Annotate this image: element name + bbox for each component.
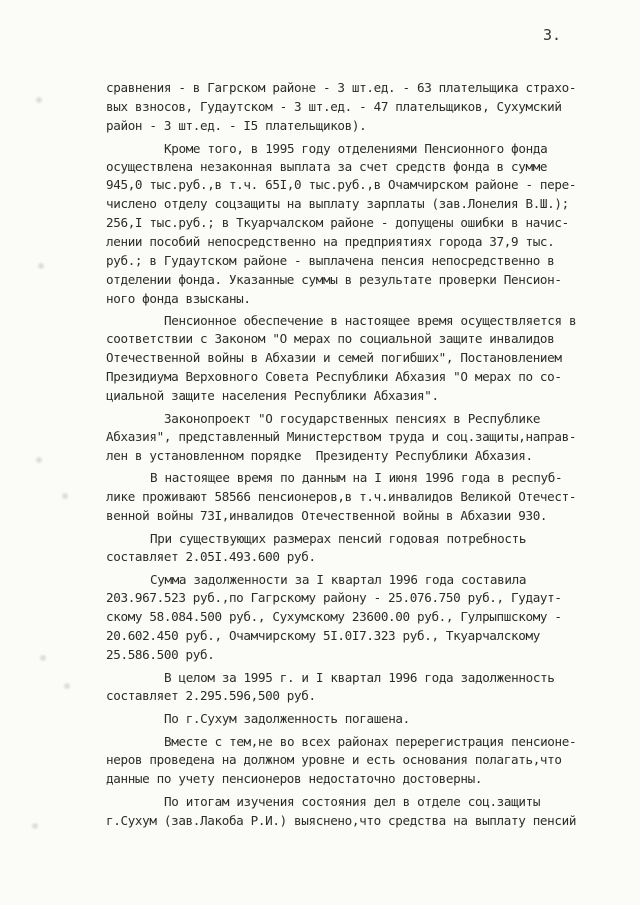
scan-mark (38, 654, 48, 662)
text-line: Вместе с тем,не во всех районах перерегистрация пенсионе- (164, 734, 577, 749)
text-line: составляет 2.05I.493.600 руб. (106, 549, 316, 564)
scan-mark (30, 822, 40, 830)
text-line: скому 58.084.500 руб., Сухумскому 23600.00 руб., Гулрыпшскому - (106, 609, 562, 624)
text-line: вых взносов, Гудаутском - 3 шт.ед. - 47 плательщиков, Сухумский (106, 99, 562, 114)
scan-mark (60, 492, 70, 500)
text-line: район - 3 шт.ед. - I5 плательщиков). (106, 118, 367, 133)
text-line: Отечественной войны в Абхазии и семей погибших", Постановлением (106, 350, 562, 365)
text-line: лике проживают 58566 пенсионеров,в т.ч.инвалидов Великой Отечест- (106, 489, 577, 504)
page-number: 3. (543, 26, 562, 44)
text-line: Президиума Верховного Совета Республики Абхазия "О мерах по со- (106, 369, 562, 384)
text-line: 256,I тыс.руб.; в Ткуарчалском районе - допущены ошибки в начис- (106, 215, 569, 230)
text-line: данные по учету пенсионеров недостаточно достоверны. (106, 771, 483, 786)
text-line: При существующих размерах пенсий годовая потребность (150, 531, 527, 546)
text-line: циальной защите населения Республики Абхазия". (106, 388, 439, 403)
text-line: Пенсионное обеспечение в настоящее время осуществляется в (164, 313, 577, 328)
text-line: составляет 2.295.596,500 руб. (106, 688, 316, 703)
scan-mark (34, 96, 44, 104)
text-line: Кроме того, в 1995 году отделениями Пенсионного фонда (164, 141, 548, 156)
text-line: руб.; в Гудаутском районе - выплачена пенсия непосредственно в (106, 253, 555, 268)
text-line: отделении фонда. Указанные суммы в результате проверки Пенсион- (106, 272, 562, 287)
text-line: сравнения - в Гагрском районе - 3 шт.ед. - 63 плательщика страхо- (106, 80, 577, 95)
text-line: 945,0 тыс.руб.,в т.ч. 65I,0 тыс.руб.,в Очамчирском районе - пере- (106, 177, 577, 192)
text-line: г.Сухум (зав.Лакоба Р.И.) выяснено,что средства на выплату пенсий (106, 813, 577, 828)
scan-mark (62, 682, 72, 690)
text-line: Сумма задолженности за I квартал 1996 года составила (150, 572, 527, 587)
text-line: 20.602.450 руб., Очамчирскому 5I.0I7.323 руб., Ткуарчалскому (106, 628, 540, 643)
scan-mark (36, 262, 46, 270)
text-line: лении пособий непосредственно на предприятиях города 37,9 тыс. (106, 234, 555, 249)
text-line: В настоящее время по данным на I июня 1996 года в респуб- (150, 470, 563, 485)
text-line: соответствии с Законом "О мерах по социальной защите инвалидов (106, 331, 555, 346)
text-line: венной войны 73I,инвалидов Отечественной войны в Абхазии 930. (106, 508, 548, 523)
scan-mark (34, 456, 44, 464)
text-line: 203.967.523 руб.,по Гагрскому району - 25.076.750 руб., Гудаут- (106, 590, 562, 605)
text-line: лен в установленном порядке Президенту Республики Абхазия. (106, 448, 533, 463)
text-line: В целом за 1995 г. и I квартал 1996 года задолженность (164, 670, 555, 685)
text-line: неров проведена на должном уровне и есть основания полагать,что (106, 752, 562, 767)
text-line: Законопроект "О государственных пенсиях в Республике (164, 411, 541, 426)
text-line: По итогам изучения состояния дел в отделе соц.защиты (164, 794, 541, 809)
text-line: числено отделу соцзащиты на выплату зарплаты (зав.Лонелия В.Ш.); (106, 196, 569, 211)
text-line: 25.586.500 руб. (106, 647, 215, 662)
text-line: ного фонда взысканы. (106, 291, 251, 306)
text-line: Абхазия", представленный Министерством труда и соц.защиты,направ- (106, 429, 577, 444)
text-line: По г.Сухум задолженность погашена. (164, 711, 410, 726)
text-line: осуществлена незаконная выплата за счет средств фонда в сумме (106, 159, 548, 174)
